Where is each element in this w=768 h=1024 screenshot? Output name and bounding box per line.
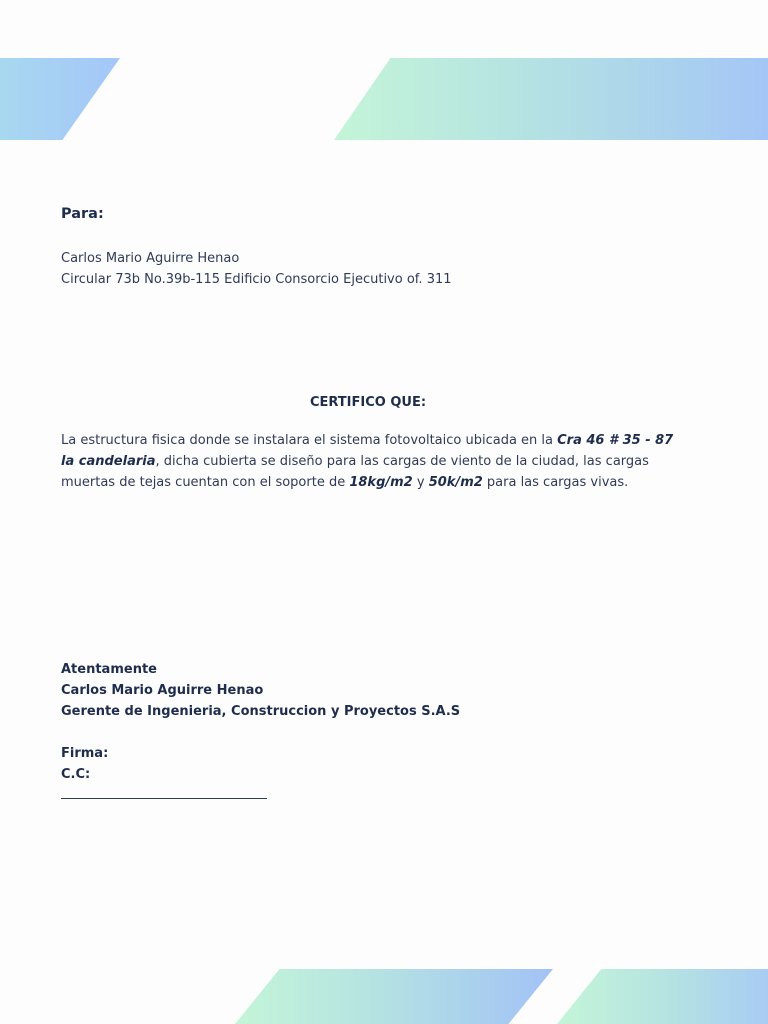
closing-block xyxy=(61,659,681,722)
body-text-2: , dicha cubierta se diseño para las cargas de viento de la ciudad, las cargas muertas de tejas cuentan con el soporte de xyxy=(61,454,649,490)
recipient-heading: Para: xyxy=(61,206,104,222)
dead-load-value: 18kg/m2 xyxy=(349,475,413,490)
recipient-name: Carlos Mario Aguirre Henao xyxy=(61,251,240,266)
certificate-title: CERTIFICO QUE: xyxy=(309,395,427,410)
decorative-band-bottom-right xyxy=(557,969,768,1024)
closing-salutation: Atentamente xyxy=(61,662,157,677)
signature-block xyxy=(61,743,681,785)
body-text-4: para las cargas vivas. xyxy=(482,475,629,490)
body-text-1: La estructura fisica donde se instalara el sistema fotovoltaico ubicada en la xyxy=(61,433,558,448)
recipient-block xyxy=(61,248,681,290)
firma-label: Firma: xyxy=(61,746,109,761)
body-text-3: y xyxy=(412,475,429,490)
decorative-band-top-left xyxy=(0,58,120,140)
decorative-band-top-right xyxy=(334,58,768,140)
live-load-value: 50k/m2 xyxy=(428,475,483,490)
recipient-address: Circular 73b No.39b-115 Edificio Consorcio Ejecutivo of. 311 xyxy=(61,272,452,287)
decorative-band-bottom-center xyxy=(235,969,553,1024)
certificate-body xyxy=(61,430,677,493)
location-emphasis: Cra 46 # 35 - 87 la candelaria xyxy=(61,433,674,469)
cc-label: C.C: xyxy=(61,767,91,782)
signer-title: Gerente de Ingenieria, Construccion y Proyectos S.A.S xyxy=(61,704,461,719)
signer-name: Carlos Mario Aguirre Henao xyxy=(61,683,264,698)
signature-line xyxy=(61,798,267,799)
